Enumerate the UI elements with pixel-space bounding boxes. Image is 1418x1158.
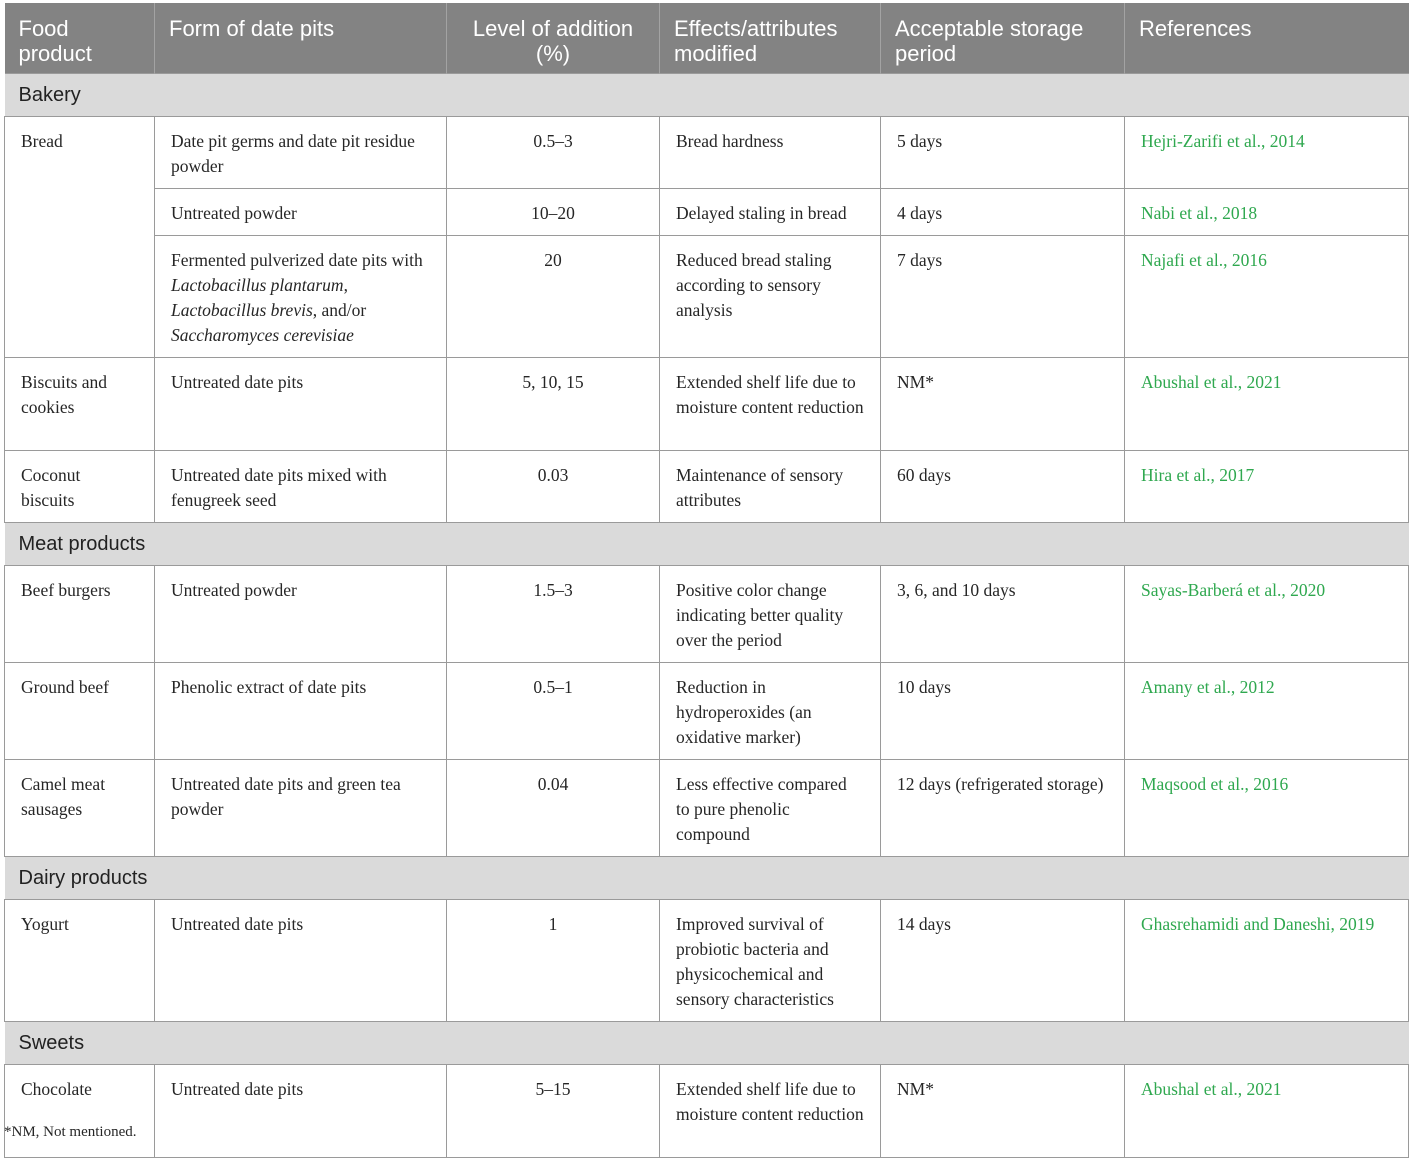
- section-row: [5, 1022, 1409, 1065]
- date-pits-table: [4, 3, 1409, 1158]
- cell-level-of-addition: 0.03: [447, 451, 660, 523]
- table-body: [5, 74, 1409, 1158]
- section-title: Dairy products: [5, 857, 1409, 900]
- cell-form-of-date-pits: Untreated date pits: [155, 900, 447, 1022]
- cell-storage-period: 12 days (refrigerated storage): [881, 760, 1125, 857]
- form-text: , and/or: [312, 300, 367, 320]
- header-effects: Effects/attributes modified: [660, 3, 881, 74]
- table-row: [5, 566, 1409, 663]
- cell-food-product: Coconut biscuits: [5, 451, 155, 523]
- cell-reference-link[interactable]: Abushal et al., 2021: [1125, 1065, 1409, 1158]
- cell-form-of-date-pits: Untreated date pits and green tea powder: [155, 760, 447, 857]
- cell-form-of-date-pits: [155, 236, 447, 358]
- header-storage-period: Acceptable storage period: [881, 3, 1125, 74]
- date-pits-table-container: [4, 3, 1408, 1158]
- header-level-of-addition: Level of addition (%): [447, 3, 660, 74]
- cell-reference-link[interactable]: Ghasrehamidi and Daneshi, 2019: [1125, 900, 1409, 1022]
- section-title: Meat products: [5, 523, 1409, 566]
- table-row: [5, 358, 1409, 451]
- cell-storage-period: 5 days: [881, 117, 1125, 189]
- cell-storage-period: 10 days: [881, 663, 1125, 760]
- cell-reference-link[interactable]: Hejri-Zarifi et al., 2014: [1125, 117, 1409, 189]
- cell-effects: Reduced bread staling according to sensory analysis: [660, 236, 881, 358]
- cell-food-product: Bread: [5, 117, 155, 358]
- cell-level-of-addition: 0.04: [447, 760, 660, 857]
- cell-effects: Maintenance of sensory attributes: [660, 451, 881, 523]
- cell-reference-link[interactable]: Hira et al., 2017: [1125, 451, 1409, 523]
- cell-reference-link[interactable]: Maqsood et al., 2016: [1125, 760, 1409, 857]
- header-form-of-date-pits: Form of date pits: [155, 3, 447, 74]
- cell-level-of-addition: 0.5–1: [447, 663, 660, 760]
- form-text: ,: [343, 275, 348, 295]
- cell-food-product: Yogurt: [5, 900, 155, 1022]
- cell-storage-period: 3, 6, and 10 days: [881, 566, 1125, 663]
- cell-food-product: Camel meat sausages: [5, 760, 155, 857]
- species-name: Saccharomyces cerevisiae: [171, 325, 354, 345]
- cell-reference-link[interactable]: Najafi et al., 2016: [1125, 236, 1409, 358]
- species-name: Lactobacillus brevis: [171, 300, 313, 320]
- cell-form-of-date-pits: Untreated date pits: [155, 358, 447, 451]
- table-row: [5, 760, 1409, 857]
- header-row: [5, 3, 1409, 74]
- cell-reference-link[interactable]: Abushal et al., 2021: [1125, 358, 1409, 451]
- cell-effects: Reduction in hydroperoxides (an oxidative marker): [660, 663, 881, 760]
- cell-form-of-date-pits: Phenolic extract of date pits: [155, 663, 447, 760]
- cell-form-of-date-pits: Untreated powder: [155, 189, 447, 236]
- cell-reference-link[interactable]: Amany et al., 2012: [1125, 663, 1409, 760]
- cell-form-of-date-pits: Date pit germs and date pit residue powder: [155, 117, 447, 189]
- cell-effects: Extended shelf life due to moisture content reduction: [660, 1065, 881, 1158]
- cell-level-of-addition: 10–20: [447, 189, 660, 236]
- cell-storage-period: 7 days: [881, 236, 1125, 358]
- cell-level-of-addition: 5–15: [447, 1065, 660, 1158]
- section-row: [5, 857, 1409, 900]
- section-row: [5, 74, 1409, 117]
- cell-effects: Extended shelf life due to moisture content reduction: [660, 358, 881, 451]
- cell-form-of-date-pits: Untreated date pits mixed with fenugreek seed: [155, 451, 447, 523]
- header-references: References: [1125, 3, 1409, 74]
- species-name: Lactobacillus plantarum: [171, 275, 344, 295]
- cell-form-of-date-pits: Untreated date pits: [155, 1065, 447, 1158]
- cell-effects: Bread hardness: [660, 117, 881, 189]
- cell-storage-period: 14 days: [881, 900, 1125, 1022]
- cell-storage-period: NM*: [881, 1065, 1125, 1158]
- cell-food-product: Beef burgers: [5, 566, 155, 663]
- cell-form-of-date-pits: Untreated powder: [155, 566, 447, 663]
- cell-effects: Delayed staling in bread: [660, 189, 881, 236]
- cell-level-of-addition: 0.5–3: [447, 117, 660, 189]
- cell-food-product: Biscuits and cookies: [5, 358, 155, 451]
- cell-reference-link[interactable]: Nabi et al., 2018: [1125, 189, 1409, 236]
- cell-storage-period: NM*: [881, 358, 1125, 451]
- section-title: Sweets: [5, 1022, 1409, 1065]
- form-text: Fermented pulverized date pits with: [171, 250, 423, 270]
- cell-storage-period: 4 days: [881, 189, 1125, 236]
- section-row: [5, 523, 1409, 566]
- cell-reference-link[interactable]: Sayas-Barberá et al., 2020: [1125, 566, 1409, 663]
- cell-level-of-addition: 5, 10, 15: [447, 358, 660, 451]
- footnote: *NM, Not mentioned.: [4, 1124, 137, 1140]
- table-row: [5, 117, 1409, 189]
- table-row: [5, 189, 1409, 236]
- cell-level-of-addition: 1: [447, 900, 660, 1022]
- table-row: [5, 1065, 1409, 1158]
- table-row: [5, 663, 1409, 760]
- cell-food-product: Ground beef: [5, 663, 155, 760]
- header-food-product: Food product: [5, 3, 155, 74]
- table-row: [5, 900, 1409, 1022]
- cell-effects: Improved survival of probiotic bacteria and physicochemical and sensory characteristics: [660, 900, 881, 1022]
- cell-level-of-addition: 1.5–3: [447, 566, 660, 663]
- cell-effects: Positive color change indicating better quality over the period: [660, 566, 881, 663]
- table-row: [5, 451, 1409, 523]
- cell-food-product: Chocolate: [5, 1065, 155, 1158]
- cell-storage-period: 60 days: [881, 451, 1125, 523]
- table-row: [5, 236, 1409, 358]
- section-title: Bakery: [5, 74, 1409, 117]
- cell-effects: Less effective compared to pure phenolic compound: [660, 760, 881, 857]
- cell-level-of-addition: 20: [447, 236, 660, 358]
